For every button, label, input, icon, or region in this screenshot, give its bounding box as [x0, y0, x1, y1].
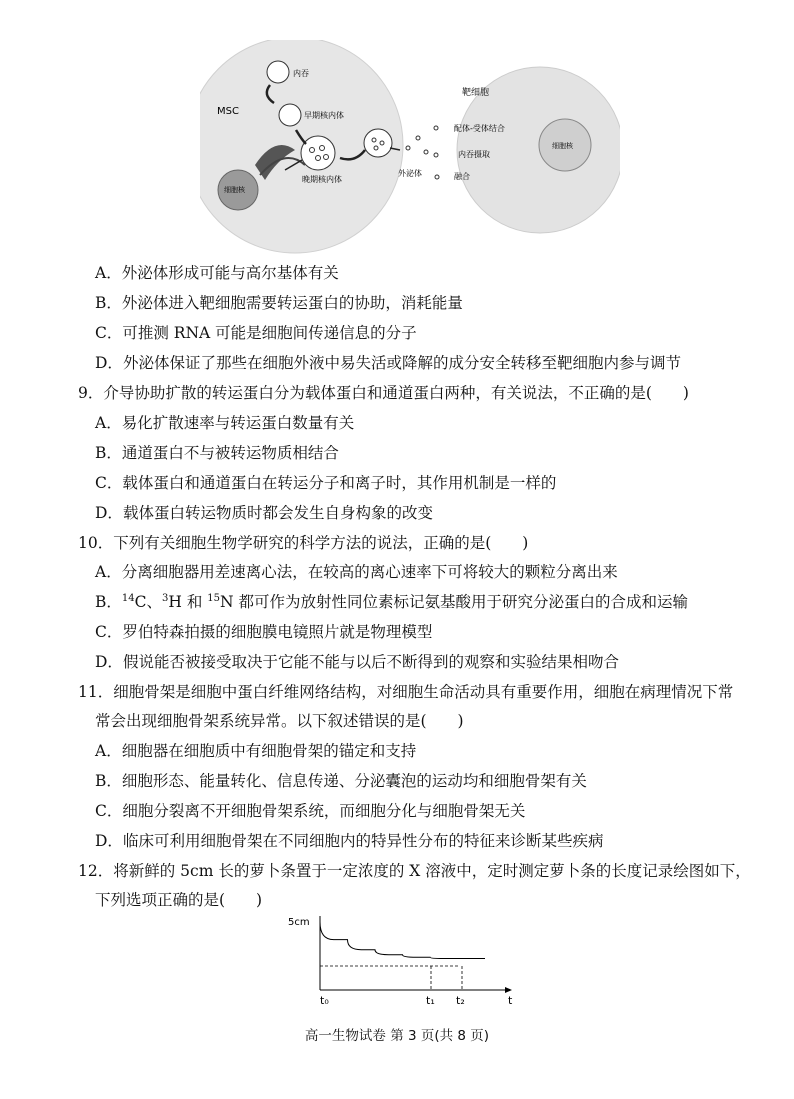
label-nucleus-right: 细胞核: [552, 142, 573, 150]
label-target-cell: 靶细胞: [462, 88, 490, 98]
q10-option-c[interactable]: C．罗伯特森拍摄的细胞膜电镜照片就是物理模型: [95, 623, 433, 641]
label-ligand-receptor: 配体-受体结合: [454, 124, 505, 133]
exosome-diagram: [200, 40, 620, 260]
q11-option-c[interactable]: C．细胞分裂离不开细胞骨架系统，而细胞分化与细胞骨架无关: [95, 802, 526, 820]
label-uptake: 内吞摄取: [458, 150, 490, 159]
q9-option-c[interactable]: C．载体蛋白和通道蛋白在转运分子和离子时，其作用机制是一样的: [95, 474, 557, 492]
x-tick-t1: t₁: [426, 994, 435, 1007]
late-endosome: [301, 136, 335, 170]
x-axis-label: t: [508, 994, 513, 1007]
label-nucleus-left: 细胞核: [224, 186, 245, 194]
x-tick-t2: t₂: [456, 994, 465, 1007]
y-tick-5cm: 5cm: [288, 917, 310, 928]
q9-stem: 9．介导协助扩散的转运蛋白分为载体蛋白和通道蛋白两种，有关说法，不正确的是( ): [78, 384, 689, 402]
label-endocytosis: 内吞: [293, 69, 309, 78]
series-line: [320, 922, 485, 959]
radish-length-chart: [280, 910, 530, 1010]
q11-option-a[interactable]: A．细胞器在细胞质中有细胞骨架的锚定和支持: [95, 742, 417, 760]
q8-option-d[interactable]: D．外泌体保证了那些在细胞外液中易失活或降解的成分安全转移至靶细胞内参与调节: [95, 354, 681, 372]
q9-option-b[interactable]: B．通道蛋白不与被转运物质相结合: [95, 444, 339, 462]
q12-stem-line2: 下列选项正确的是( ): [95, 891, 263, 909]
q10-option-b[interactable]: B．$^{14}$C、$^3$H 和 $^{15}$N 都可作为放射性同位素标记氨基酸用于研究分泌蛋白的合成和运输: [95, 592, 688, 611]
q8-option-c[interactable]: C．可推测 RNA 可能是细胞间传递信息的分子: [95, 324, 417, 342]
endocytosis-vesicle: [267, 61, 289, 83]
x-tick-t0: t₀: [320, 994, 329, 1007]
mvb-fusing: [364, 129, 392, 157]
q11-stem-line2: 常会出现细胞骨架系统异常。以下叙述错误的是( ): [95, 712, 464, 730]
label-exosome: 外泌体: [398, 169, 422, 178]
q10-stem: 10．下列有关细胞生物学研究的科学方法的说法，正确的是( ): [78, 534, 529, 552]
early-endosome: [279, 104, 301, 126]
q10-option-d[interactable]: D．假说能否被接受取决于它能不能与以后不断得到的观察和实验结果相吻合: [95, 653, 619, 671]
q9-option-d[interactable]: D．载体蛋白转运物质时都会发生自身构象的改变: [95, 504, 433, 522]
label-late-endosome: 晚期核内体: [302, 175, 342, 184]
q12-stem-line1: 12．将新鲜的 5cm 长的萝卜条置于一定浓度的 X 溶液中，定时测定萝卜条的长度记录绘图如下，: [78, 862, 751, 880]
q11-option-b[interactable]: B．细胞形态、能量转化、信息传递、分泌囊泡的运动均和细胞骨架有关: [95, 772, 587, 790]
q8-option-a[interactable]: A．外泌体形成可能与高尔基体有关: [95, 264, 339, 282]
label-fusion: 融合: [454, 172, 470, 181]
label-early-endosome: 早期核内体: [304, 111, 344, 120]
q11-option-d[interactable]: D．临床可利用细胞骨架在不同细胞内的特异性分布的特征来诊断某些疾病: [95, 832, 604, 850]
label-msc: MSC: [217, 106, 239, 117]
q8-option-b[interactable]: B．外泌体进入靶细胞需要转运蛋白的协助，消耗能量: [95, 294, 463, 312]
q9-option-a[interactable]: A．易化扩散速率与转运蛋白数量有关: [95, 414, 355, 432]
page-footer: 高一生物试卷 第 3 页(共 8 页): [304, 1028, 490, 1044]
q11-stem-line1: 11．细胞骨架是细胞中蛋白纤维网络结构，对细胞生命活动具有重要作用，细胞在病理情况下常: [78, 683, 734, 701]
q10-option-a[interactable]: A．分离细胞器用差速离心法，在较高的离心速率下可将较大的颗粒分离出来: [95, 563, 618, 581]
